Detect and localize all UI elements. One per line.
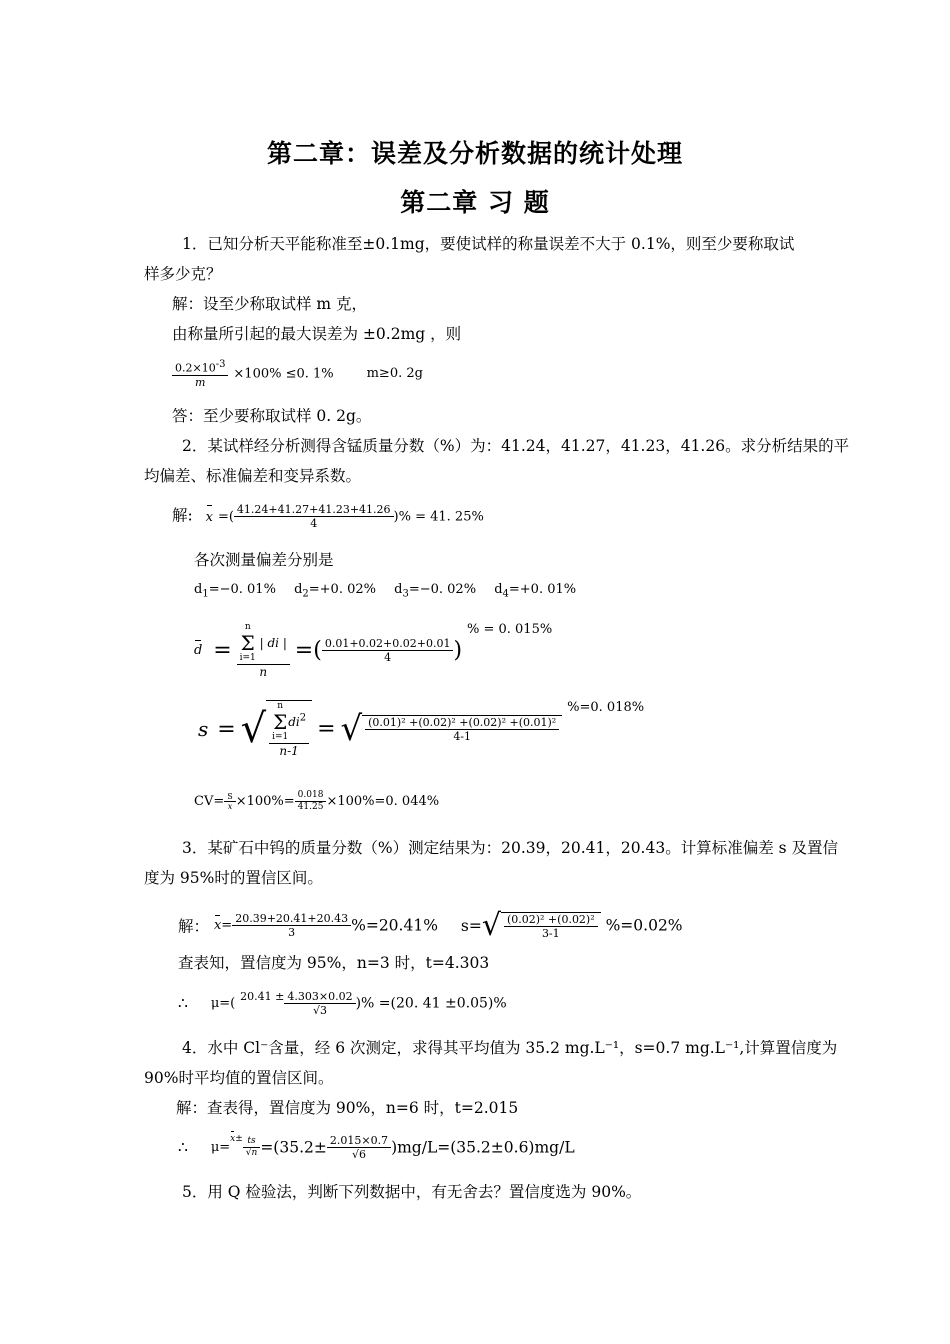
q3-therefore-symbol: ∴: [178, 994, 188, 1013]
q5-line1: 5．用 Q 检验法，判断下列数据中，有无舍去？置信度选为 90%。: [182, 1183, 642, 1201]
q2-mean-fraction: [234, 503, 394, 530]
q3-s-numerator: (0.02)² +(0.02)²: [504, 913, 598, 927]
q2-cv-numerator1: S: [224, 792, 235, 802]
chapter-title: 第二章：误差及分析数据的统计处理: [266, 139, 683, 168]
q2-cv-mid: ×100%=: [235, 794, 295, 809]
q4-solution: 解：查表得，置信度为 90%，n=6 时，t=2.015: [176, 1099, 519, 1117]
q2-sum-denominator: n: [259, 665, 268, 679]
q4-mu-numerator2: 2.015×0.7: [327, 1134, 391, 1148]
q2-mean-denominator: 4: [310, 517, 318, 530]
q2-d2: $d_2=+0$. 02%: [294, 582, 376, 600]
q4-mu-eq: =(35.2±: [260, 1138, 327, 1157]
q2-sum-bottom: i=1: [239, 653, 256, 663]
q3-line1: 3．某矿石中钨的质量分数（%）测定结果为：20.39，20.41，20.43。计算标准偏差 s 及置信: [182, 839, 839, 857]
q2-deviation-intro: 各次测量偏差分别是: [194, 551, 334, 569]
q2-cv-formula: [194, 790, 439, 813]
q4-line2: 90%时平均值的置信区间。: [144, 1069, 334, 1087]
q4-line1: 4．水中 Cl⁻含量，经 6 次测定，求得其平均值为 35.2 mg.L⁻¹，s=0.7 mg.L⁻¹,计算置信度为: [182, 1039, 838, 1057]
q3-mu-result: )% =(20. 41 ±0.05)%: [355, 995, 507, 1012]
q1-line1: 1．已知分析天平能称准至±0.1mg，要使试样的称量误差不大于 0.1%，则至少要称取试: [182, 235, 795, 253]
q2-cv-numerator2: 0.018: [295, 790, 327, 802]
q2-s-value-radical: √ $\frac{\text{(0.01)² +(0.02)² +(0.02)² +(0.01)²}}{4-1}$: [340, 709, 562, 749]
q3-mean-symbol: x: [213, 918, 222, 933]
q4-therefore-symbol: ∴: [178, 1138, 188, 1157]
q2-cv-denominator2: 41.25: [297, 802, 324, 812]
q2-cv-result: ×100%=0. 044%: [326, 794, 440, 809]
q1-answer: 答：至少要称取试样 0. 2g。: [172, 407, 372, 425]
q1-solution-line1: 解：设至少称取试样 m 克，: [172, 295, 368, 313]
q2-d3: $d_3=-0$. 02%: [394, 582, 477, 600]
q3-s-result: %=0.02%: [605, 916, 683, 935]
q1-frac-denominator: m: [195, 375, 206, 389]
q2-mean-symbol: x: [206, 508, 213, 528]
q3-mu-left: 20.41 ±: [240, 990, 285, 1003]
q2-deviations: [194, 580, 576, 605]
q1-frac-exponent: -3: [215, 359, 226, 370]
q2-solution-label: 解:: [172, 506, 193, 525]
q2-s-result: %=0. 018%: [567, 700, 645, 715]
q2-d4: $d_4=+0$. 01%: [494, 582, 577, 600]
q2-line2: 均偏差、标准偏差和变异系数。: [144, 467, 362, 485]
q3-lookup: 查表知，置信度为 95%，n=3 时，t=4.303: [178, 954, 490, 972]
q1-line2: 样多少克？: [144, 265, 222, 283]
q4-mu-numerator: ts: [243, 1136, 261, 1148]
q2-cv-denominator1: x: [227, 802, 233, 811]
q3-solution-label: 解：: [178, 917, 210, 936]
q3-s-label: s=: [460, 916, 482, 935]
q3-mean-numerator: 20.39+20.41+20.43: [232, 912, 351, 926]
q2-s-term: di: [288, 715, 300, 729]
q4-mu-denominator: √n: [245, 1148, 258, 1158]
q3-confidence-interval: [178, 990, 507, 1017]
q3-mu-numerator: 4.303×0.02: [284, 990, 355, 1004]
q2-mean-eq: =(: [217, 509, 234, 525]
exercise-heading: 第二章 习 题: [400, 188, 550, 217]
q3-mu-denominator: √3: [312, 1004, 327, 1017]
q2-dbar-numerator: 0.01+0.02+0.02+0.01: [322, 637, 454, 651]
q2-standard-deviation-formula: s = √ n Σ i=1 $di^2$ n-1 = √ $\frac{\text{(0.01)² +(0.02)² +(0.02)² +(0.01)²}}{4-1}$ $^{\%=0. 018\%}$: [198, 700, 645, 758]
q2-s-radical: √ n Σ i=1 $di^2$ n-1: [241, 700, 313, 758]
q2-mean-result: )% = 41. 25%: [393, 509, 484, 525]
q3-mean-denominator: 3: [288, 926, 296, 939]
q2-s-value-numerator: (0.01)² +(0.02)² +(0.02)² +(0.01)²: [365, 716, 559, 730]
q4-mu: μ=: [210, 1140, 231, 1155]
q4-mu-pm: ±: [235, 1134, 243, 1144]
q2-d1: $d_1=-0$. 01%: [194, 582, 276, 600]
q2-dbar-value-fraction: [322, 637, 454, 664]
q1-solution-line2: 由称量所引起的最大误差为 ±0.2mg ，则: [172, 325, 462, 343]
q4-confidence-interval: [178, 1134, 575, 1161]
q2-cv-label: CV=: [194, 794, 225, 809]
q1-result: m≥0. 2g: [366, 366, 423, 382]
q3-line2: 度为 95%时的置信区间。: [144, 869, 323, 887]
q1-frac-numerator: 0.2×10: [175, 361, 216, 375]
q4-mu-result: )mg/L=(35.2±0.6)mg/L: [391, 1138, 575, 1157]
q2-s-exponent: 2: [299, 712, 307, 724]
q2-average-deviation-formula: d = n Σ i=1 | di | n =( $\frac{0.01+0.02+0.02+0.01}{4}$ ) $^{\% = 0. 015\%}$: [194, 622, 553, 679]
q4-mu-mean: x: [230, 1134, 236, 1144]
q2-sum-top: n: [244, 622, 251, 632]
q1-formula: [172, 358, 423, 389]
q4-mu-denominator2: √6: [351, 1148, 366, 1161]
q2-dbar-result: % = 0. 015%: [466, 622, 553, 637]
q3-mean-and-s-formula: 解： x= $\frac{20.39+20.41+20.43}{3}$ %=20.41% s=√ $\frac{\text{(0.02)² +(0.02)²}}{3-1}$ %=0.02%: [178, 908, 683, 943]
q2-s-symbol: s: [198, 717, 209, 741]
q2-s-value-denominator: 4-1: [453, 730, 472, 743]
q3-mean-result: %=20.41%: [351, 916, 438, 935]
q3-s-denominator: 3-1: [541, 926, 560, 940]
q2-dbar-denominator: 4: [384, 651, 392, 664]
q2-s-denominator: n-1: [279, 744, 299, 758]
q2-mean-formula: [172, 503, 484, 530]
q2-dbar-symbol: d: [194, 643, 203, 658]
q3-mu: μ=(: [210, 996, 236, 1011]
q2-mean-numerator: 41.24+41.27+41.23+41.26: [234, 503, 394, 517]
q2-dbar-sum-fraction: n Σ i=1 | di | n: [237, 622, 290, 679]
q2-sum-term: | di |: [259, 636, 287, 650]
q2-line1: 2．某试样经分析测得含锰质量分数（%）为：41.24，41.27，41.23，41.26。求分析结果的平: [182, 437, 850, 455]
q1-fraction: [172, 358, 228, 389]
q1-expression: ×100% ≤0. 1%: [233, 366, 334, 382]
